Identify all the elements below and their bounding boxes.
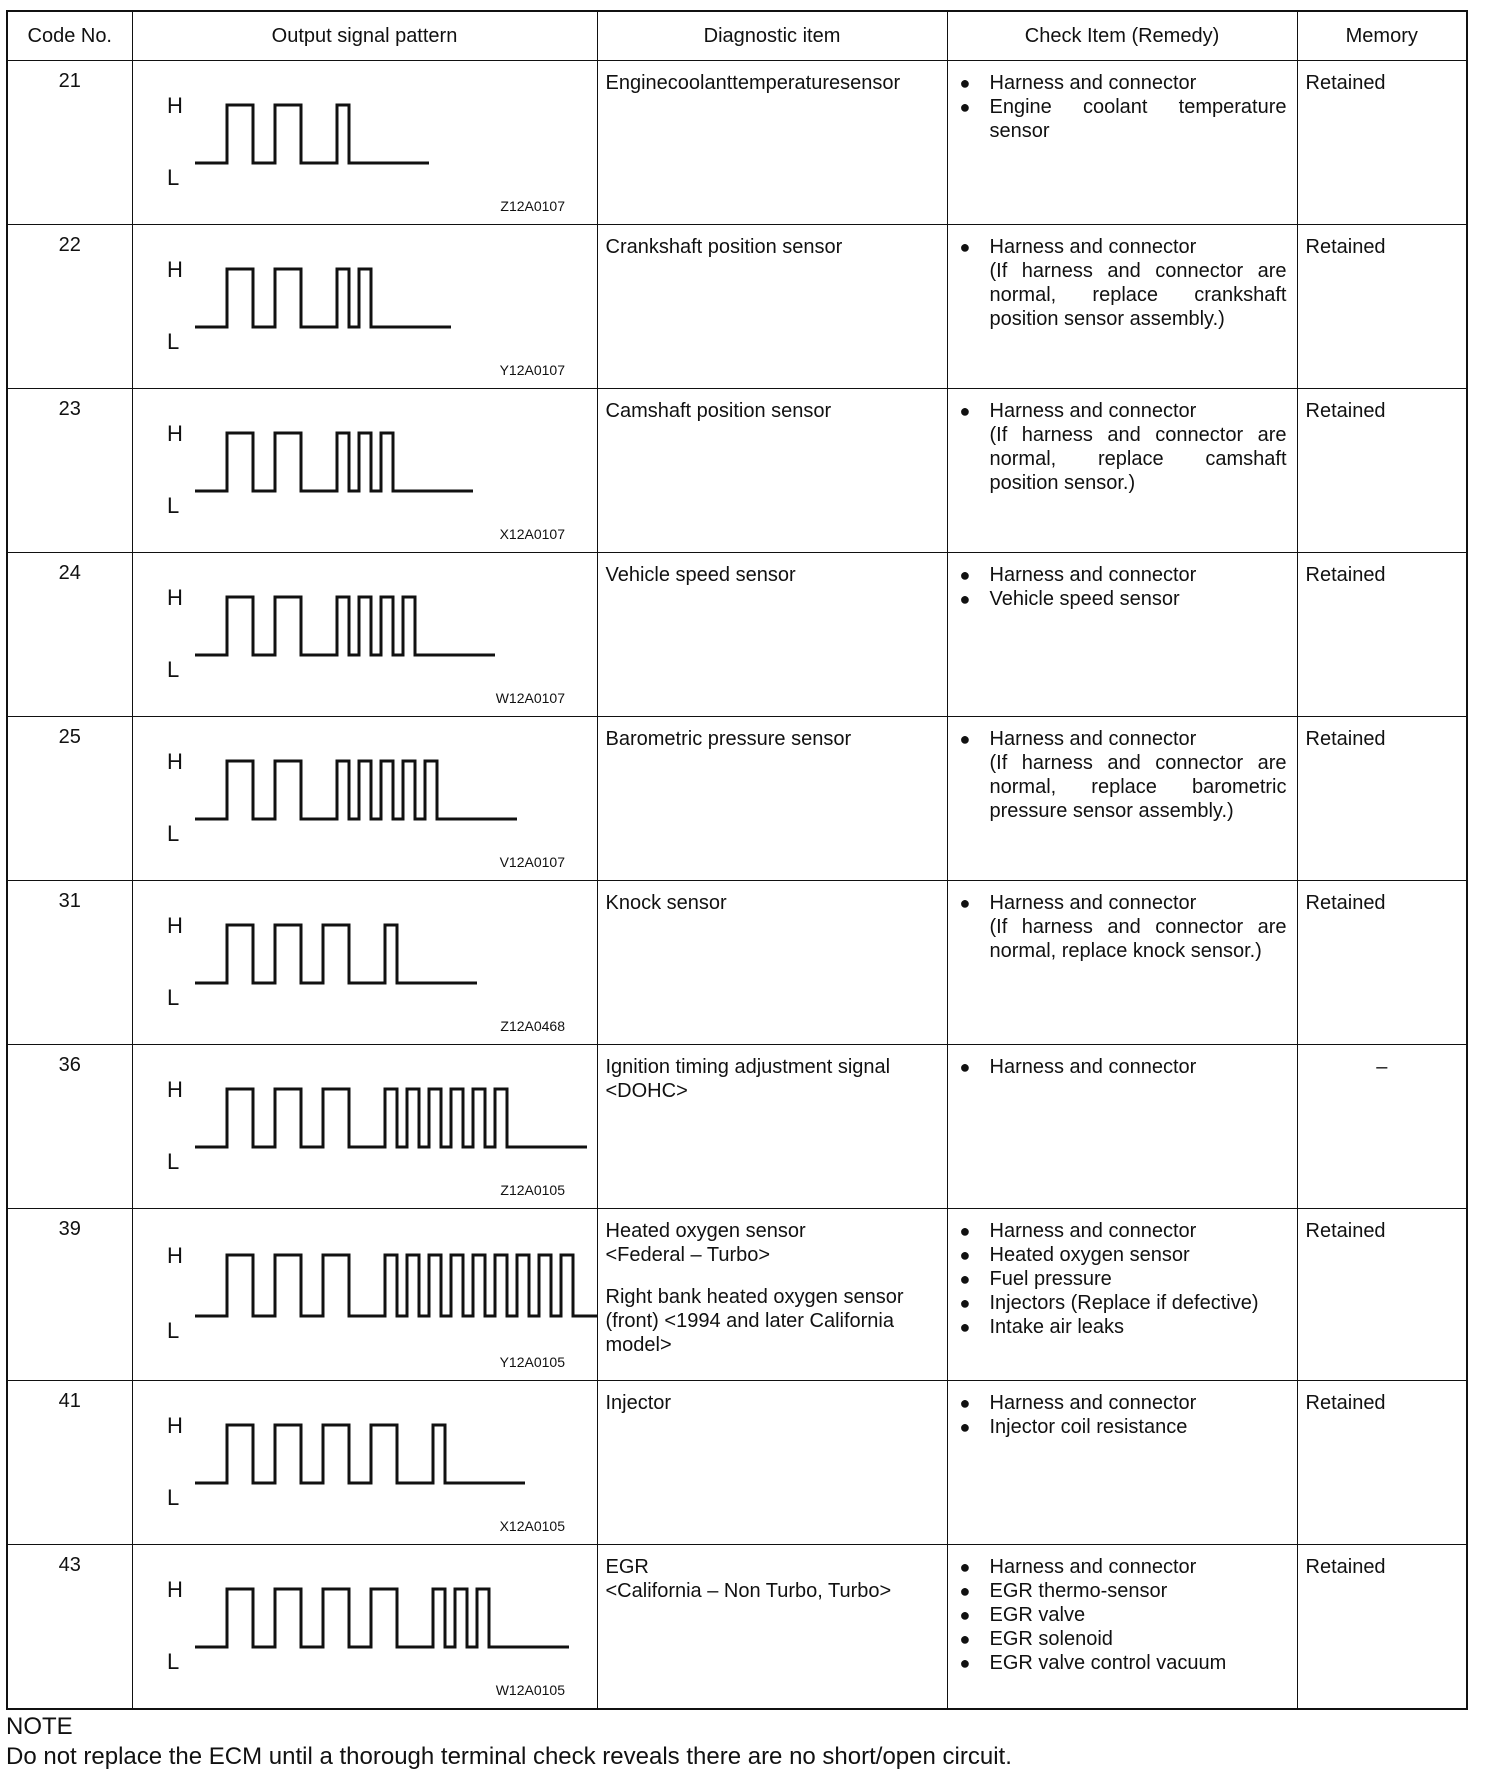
signal-high-label: H: [166, 257, 183, 282]
table-row: [7, 389, 1467, 553]
code-number: 31: [7, 881, 132, 1045]
figure-id: Z12A0105: [499, 1182, 565, 1198]
table-row: [7, 1545, 1467, 1709]
output-signal-pattern: [132, 1545, 597, 1709]
memory-status: Retained: [1297, 1209, 1467, 1381]
check-item-entry: [956, 1219, 1287, 1243]
check-item-entry: [956, 235, 1287, 331]
check-item-entry: [956, 71, 1287, 95]
bullet-icon: ●: [959, 1245, 971, 1265]
diagnostic-item: [597, 1381, 947, 1545]
signal-low-label: L: [166, 1149, 179, 1174]
check-item: [947, 553, 1297, 717]
check-item-entry: [956, 1415, 1287, 1439]
figure-id: X12A0105: [499, 1518, 565, 1534]
signal-high-label: H: [166, 421, 183, 446]
diagnostic-item-text: Heated oxygen sensor <Federal – Turbo>: [605, 1220, 806, 1266]
check-item: [947, 389, 1297, 553]
check-item: [947, 717, 1297, 881]
check-item-entry: [956, 587, 1287, 611]
diagnostic-item-text: Barometric pressure sensor: [605, 728, 852, 750]
output-signal-pattern: [132, 1045, 597, 1209]
check-item-list: [956, 727, 1287, 823]
diagnostic-item-text: Crankshaft position sensor: [605, 236, 843, 258]
bullet-icon: ●: [959, 1653, 971, 1673]
diagnostic-item: [597, 61, 947, 225]
code-number: 43: [7, 1545, 132, 1709]
header-check-item: Check Item (Remedy): [947, 11, 1297, 61]
signal-low-label: L: [166, 1485, 179, 1510]
figure-id: X12A0107: [499, 526, 565, 542]
memory-status: Retained: [1297, 61, 1467, 225]
code-number: 21: [7, 61, 132, 225]
signal-trace: [195, 761, 517, 819]
output-signal-pattern: [132, 1381, 597, 1545]
output-signal-waveform: [133, 553, 598, 717]
output-signal-pattern: [132, 717, 597, 881]
check-item: [947, 225, 1297, 389]
output-signal-pattern: [132, 1209, 597, 1381]
diagnostic-item: [597, 1545, 947, 1709]
check-item-text: Harness and connector: [989, 1056, 1197, 1078]
bullet-icon: ●: [959, 237, 971, 257]
memory-status: Retained: [1297, 225, 1467, 389]
check-item-text: Vehicle speed sensor: [989, 588, 1180, 610]
bullet-icon: ●: [959, 1393, 971, 1413]
figure-id: Y12A0107: [499, 362, 565, 378]
check-item-entry: [956, 1555, 1287, 1579]
figure-id: W12A0105: [495, 1682, 565, 1698]
check-item-list: [956, 563, 1287, 611]
output-signal-waveform: [133, 389, 598, 553]
diagnostic-item: [597, 717, 947, 881]
check-item-text: Intake air leaks: [989, 1316, 1125, 1338]
diagnostic-item: [597, 1209, 947, 1381]
bullet-icon: ●: [959, 1557, 971, 1577]
signal-low-label: L: [166, 329, 179, 354]
signal-trace: [195, 925, 477, 983]
signal-high-label: H: [166, 1243, 183, 1268]
check-item-text: EGR thermo-sensor: [989, 1580, 1168, 1602]
bullet-icon: ●: [959, 729, 971, 749]
signal-trace: [195, 433, 473, 491]
signal-trace: [195, 105, 429, 163]
table-body: [7, 61, 1467, 1709]
check-item-list: [956, 891, 1287, 963]
signal-low-label: L: [166, 657, 179, 682]
table-row: [7, 881, 1467, 1045]
signal-trace: [195, 1425, 525, 1483]
bullet-icon: ●: [959, 1581, 971, 1601]
check-item: [947, 1209, 1297, 1381]
output-signal-pattern: [132, 553, 597, 717]
table-row: [7, 1045, 1467, 1209]
table-row: [7, 717, 1467, 881]
diagnostic-code-document: [6, 10, 1466, 1710]
check-item-list: [956, 1391, 1287, 1439]
signal-trace: [195, 1589, 569, 1647]
check-item-entry: [956, 1055, 1287, 1079]
bullet-icon: ●: [959, 1221, 971, 1241]
code-number: 25: [7, 717, 132, 881]
figure-id: Z12A0468: [499, 1018, 565, 1034]
bullet-icon: ●: [959, 1057, 971, 1077]
signal-high-label: H: [166, 1577, 183, 1602]
check-item: [947, 881, 1297, 1045]
check-item-list: [956, 1055, 1287, 1079]
bullet-icon: ●: [959, 589, 971, 609]
check-item-text: Harness and connector: [989, 1220, 1197, 1242]
diagnostic-item: [597, 389, 947, 553]
bullet-icon: ●: [959, 565, 971, 585]
check-item-entry: [956, 1627, 1287, 1651]
figure-id: Y12A0105: [499, 1354, 565, 1370]
diagnostic-item: [597, 881, 947, 1045]
check-item-list: [956, 71, 1287, 143]
memory-status: Retained: [1297, 1545, 1467, 1709]
table-header-row: [7, 11, 1467, 61]
signal-high-label: H: [166, 585, 183, 610]
memory-status: Retained: [1297, 881, 1467, 1045]
check-item-text: EGR solenoid: [989, 1628, 1113, 1650]
diagnostic-code-table: [6, 10, 1468, 1710]
bullet-icon: ●: [959, 1605, 971, 1625]
check-item-text: Injector coil resistance: [989, 1416, 1188, 1438]
output-signal-pattern: [132, 61, 597, 225]
note-text: Do not replace the ECM until a thorough terminal check reveals there are no short/open circuit.: [6, 1743, 1012, 1770]
output-signal-pattern: [132, 389, 597, 553]
check-item-list: [956, 1219, 1287, 1339]
memory-status: Retained: [1297, 1381, 1467, 1545]
bullet-icon: ●: [959, 1317, 971, 1337]
check-item-text: Harness and connector: [989, 1556, 1197, 1578]
diagnostic-item-text: Vehicle speed sensor: [605, 564, 796, 586]
bullet-icon: ●: [959, 401, 971, 421]
note-section: [6, 1712, 1012, 1772]
bullet-icon: ●: [959, 1629, 971, 1649]
output-signal-pattern: [132, 881, 597, 1045]
header-memory: Memory: [1297, 11, 1467, 61]
memory-status: Retained: [1297, 553, 1467, 717]
signal-trace: [195, 1255, 598, 1316]
signal-trace: [195, 269, 451, 327]
check-item-entry: [956, 563, 1287, 587]
diagnostic-item-text: Ignition timing adjustment signal <DOHC>: [605, 1056, 891, 1102]
check-item-list: [956, 235, 1287, 331]
check-item-text: EGR valve control vacuum: [989, 1652, 1227, 1674]
output-signal-waveform: [133, 1209, 598, 1381]
code-number: 39: [7, 1209, 132, 1381]
check-item-entry: [956, 1291, 1287, 1315]
check-item: [947, 1545, 1297, 1709]
output-signal-waveform: [133, 1545, 598, 1709]
signal-low-label: L: [166, 1318, 179, 1343]
bullet-icon: ●: [959, 1293, 971, 1313]
diagnostic-item-text: Injector: [605, 1392, 672, 1414]
table-row: [7, 1381, 1467, 1545]
check-item-entry: [956, 727, 1287, 823]
code-number: 41: [7, 1381, 132, 1545]
diagnostic-item: [597, 553, 947, 717]
signal-high-label: H: [166, 1077, 183, 1102]
diagnostic-item-text: Knock sensor: [605, 892, 727, 914]
check-item-text: Heated oxygen sensor: [989, 1244, 1190, 1266]
signal-low-label: L: [166, 493, 179, 518]
code-number: 22: [7, 225, 132, 389]
output-signal-waveform: [133, 1381, 598, 1545]
diagnostic-item-text: EGR <California – Non Turbo, Turbo>: [605, 1556, 892, 1602]
code-number: 36: [7, 1045, 132, 1209]
check-item-text: Harness and connector: [989, 564, 1197, 586]
output-signal-waveform: [133, 1045, 598, 1209]
signal-high-label: H: [166, 93, 183, 118]
bullet-icon: ●: [959, 73, 971, 93]
bullet-icon: ●: [959, 893, 971, 913]
signal-high-label: H: [166, 1413, 183, 1438]
table-row: [7, 61, 1467, 225]
check-item-text: Engine coolant temperature sensor: [989, 96, 1287, 142]
table-row: [7, 1209, 1467, 1381]
signal-low-label: L: [166, 985, 179, 1010]
signal-low-label: L: [166, 165, 179, 190]
diagnostic-item-text: Right bank heated oxygen sensor (front) <1994 and later California model>: [605, 1286, 904, 1356]
output-signal-pattern: [132, 225, 597, 389]
memory-status: Retained: [1297, 717, 1467, 881]
header-code-no: Code No.: [7, 11, 132, 61]
signal-trace: [195, 1089, 587, 1147]
check-item: [947, 61, 1297, 225]
check-item-entry: [956, 1391, 1287, 1415]
figure-id: Z12A0107: [499, 198, 565, 214]
check-item-text: Fuel pressure: [989, 1268, 1112, 1290]
header-output-signal-pattern: Output signal pattern: [132, 11, 597, 61]
signal-high-label: H: [166, 913, 183, 938]
output-signal-waveform: [133, 881, 598, 1045]
code-number: 24: [7, 553, 132, 717]
check-item-entry: [956, 1243, 1287, 1267]
memory-status: Retained: [1297, 389, 1467, 553]
diagnostic-item: [597, 1045, 947, 1209]
check-item-text: Harness and connector (If harness and connector are normal, replace camshaft position sensor.): [989, 400, 1287, 494]
output-signal-waveform: [133, 225, 598, 389]
check-item-list: [956, 1555, 1287, 1675]
check-item-entry: [956, 1651, 1287, 1675]
figure-id: W12A0107: [495, 690, 565, 706]
signal-trace: [195, 597, 495, 655]
bullet-icon: ●: [959, 1269, 971, 1289]
diagnostic-item: [597, 225, 947, 389]
table-row: [7, 553, 1467, 717]
output-signal-waveform: [133, 717, 598, 881]
check-item-text: Harness and connector (If harness and connector are normal, replace knock sensor.): [989, 892, 1287, 962]
check-item-entry: [956, 95, 1287, 143]
signal-high-label: H: [166, 749, 183, 774]
check-item-text: Harness and connector (If harness and connector are normal, replace barometric pressure sensor assembly.): [989, 728, 1287, 822]
figure-id: V12A0107: [499, 854, 565, 870]
check-item-entry: [956, 891, 1287, 963]
check-item-entry: [956, 1267, 1287, 1291]
note-title: NOTE: [6, 1713, 73, 1740]
check-item-text: Harness and connector: [989, 1392, 1197, 1414]
check-item: [947, 1381, 1297, 1545]
bullet-icon: ●: [959, 97, 971, 117]
diagnostic-item-text: Enginecoolanttemperaturesensor: [605, 72, 901, 94]
check-item-text: Harness and connector: [989, 72, 1197, 94]
check-item-list: [956, 399, 1287, 495]
check-item-text: Injectors (Replace if defective): [989, 1292, 1259, 1314]
header-diagnostic-item: Diagnostic item: [597, 11, 947, 61]
check-item: [947, 1045, 1297, 1209]
output-signal-waveform: [133, 61, 598, 225]
signal-low-label: L: [166, 1649, 179, 1674]
check-item-text: Harness and connector (If harness and connector are normal, replace crankshaft position sensor assembly.): [989, 236, 1287, 330]
check-item-entry: [956, 399, 1287, 495]
signal-low-label: L: [166, 821, 179, 846]
check-item-entry: [956, 1579, 1287, 1603]
bullet-icon: ●: [959, 1417, 971, 1437]
memory-status: –: [1297, 1045, 1467, 1209]
table-row: [7, 225, 1467, 389]
check-item-entry: [956, 1315, 1287, 1339]
diagnostic-item-text: Camshaft position sensor: [605, 400, 832, 422]
check-item-text: EGR valve: [989, 1604, 1086, 1626]
check-item-entry: [956, 1603, 1287, 1627]
code-number: 23: [7, 389, 132, 553]
